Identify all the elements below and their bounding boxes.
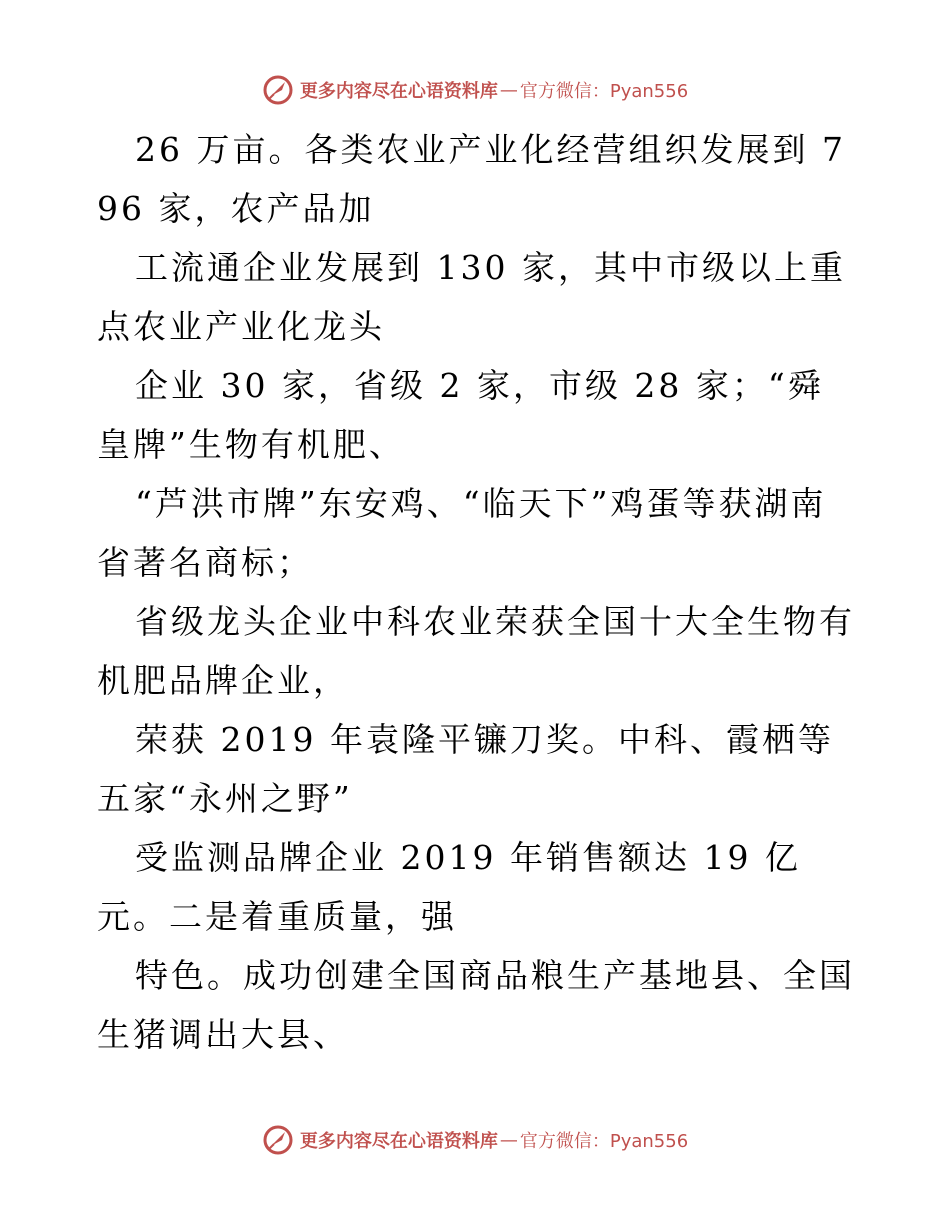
watermark-dash: — [499, 79, 518, 101]
watermark-main-text: 更多内容尽在心语资料库 [299, 81, 498, 102]
watermark-main-text: 更多内容尽在心语资料库 [299, 1131, 498, 1152]
watermark-side-text: 官方微信：Pyan556 [519, 81, 689, 102]
paragraph-2: 工流通企业发展到 130 家，其中市级以上重点农业产业化龙头 [97, 248, 846, 346]
quill-logo-icon [262, 74, 294, 106]
paragraph-3: 企业 30 家，省级 2 家，市级 28 家；“舜皇牌”生物有机肥、 [97, 366, 824, 464]
paragraph-6: 荣获 2019 年袁隆平镰刀奖。中科、霞栖等五家“永州之野” [97, 720, 834, 818]
paragraph-4: “芦洪市牌”东安鸡、“临天下”鸡蛋等获湖南省著名商标； [97, 484, 827, 582]
footer-watermark [0, 1120, 950, 1160]
paragraph-7: 受监测品牌企业 2019 年销售额达 19 亿元。二是着重质量，强 [97, 838, 801, 936]
paragraph-5: 省级龙头企业中科农业荣获全国十大全生物有机肥品牌企业， [97, 602, 855, 700]
paragraph-8: 特色。成功创建全国商品粮生产基地县、全国生猪调出大县、 [97, 956, 855, 1054]
watermark-dash: — [499, 1129, 518, 1151]
paragraph-1: 26 万亩。各类农业产业化经营组织发展到 796 家，农产品加 [97, 130, 846, 228]
header-watermark [0, 70, 950, 110]
watermark-side-text: 官方微信：Pyan556 [519, 1131, 689, 1152]
quill-logo-icon [262, 1124, 294, 1156]
document-body [97, 120, 857, 1064]
